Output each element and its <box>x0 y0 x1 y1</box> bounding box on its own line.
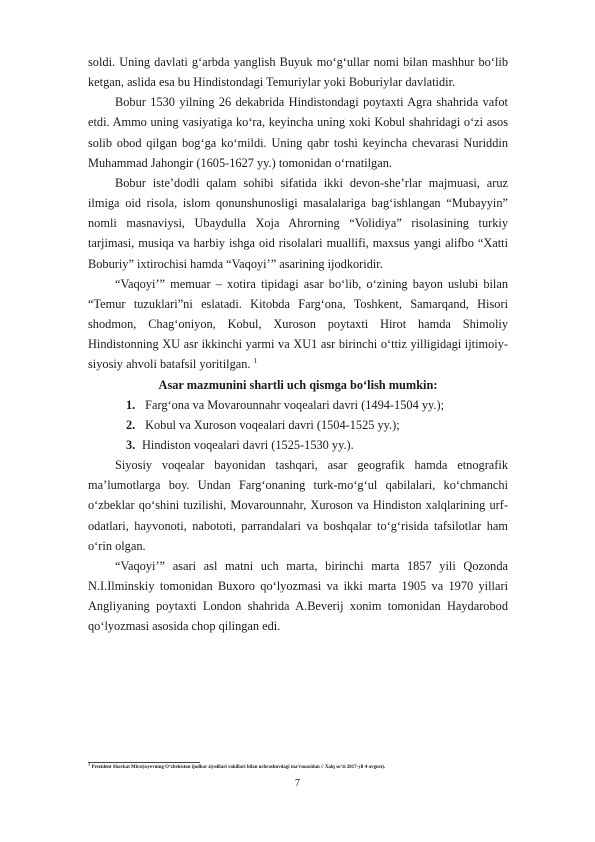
list-item-number: 1. <box>126 397 136 412</box>
footnote-text: Prezident Shavkat Mirziyoyevning O‘zbekiston ijodkor ziyolilari vakillari bilan uchrashuvdagi ma’ruzasidan // Xalq so‘zi 2017-yil 4-avgust). <box>90 765 386 770</box>
main-text <box>88 52 508 637</box>
list-item <box>88 435 508 455</box>
paragraph-5: Siyosiy voqealar bayonidan tashqari, asar geografik hamda etnografik ma’lumotlarga boy. Undan Farg‘onaning turk-mo‘g‘ul qabilalari, ko‘chmanchi o‘zbeklar qo‘shini tuzilishi, Movarounnahr, Xuroson va Hindiston xalqlarining urf-odatlari, hayvonoti, nabototi, parrandalari va boshqalar to‘g‘risida tafsilotlar ham o‘rin olgan. <box>88 458 508 553</box>
footnote <box>88 761 548 771</box>
list-item-text: Farg‘ona va Movarounnahr voqealari davri (1494-1504 yy.); <box>145 397 445 412</box>
paragraph-3: Bobur iste’dodli qalam sohibi sifatida ikki devon-she’rlar majmuasi, aruz ilmiga oid risola, islom qonunshunosligi masalalariga bag‘ishlangan “Mubayyin” nomli masnaviysi, Ubaydulla Xoja Ahrorning “Volidiya” risolasining turkiy tarjimasi, musiqa va harbiy ishga oid risolalari muallifi, maxsus yangi alifbo “Xatti Boburiy” ixtirochisi hamda “Vaqoyi’” asarining ijodkoridir. <box>88 175 508 271</box>
paragraph-4-text: “Vaqoyi’” memuar – xotira tipidagi asar bo‘lib, o‘zining bayon uslubi bilan “Temur tuzuklari”ni eslatadi. Kitobda Farg‘ona, Toshkent, Samarqand, Hisori shodmon, Chag‘oniyon, Kobul, Xuroson poytaxti Hirot hamda Shimoliy Hindistonning XU asr ikkinchi yarmi va XU1 asr birinchi o‘ttiz yilligidagi ijtimoiy-siyosiy ahvoli batafsil yoritilgan. <box>88 276 508 372</box>
list-item <box>88 415 508 435</box>
list-item-number: 3. <box>126 437 136 452</box>
footnote-reference[interactable]: 1 <box>253 356 258 366</box>
list-item-text: Kobul va Xuroson voqealari davri (1504-1525 yy.); <box>145 417 400 432</box>
footnote-mark: 1 <box>88 761 91 767</box>
list-item-number: 2. <box>126 417 136 432</box>
paragraph-6: “Vaqoyi’” asari asl matni uch marta, birinchi marta 1857 yili Qozonda N.I.Ilminskiy tomonidan Buxoro qo‘lyozmasi va ikki marta 1905 va 1970 yillari Angliyaning poytaxti London shahrida A.Beverij xonim tomonidan Haydarobod qo‘lyozmasi asosida chop qilingan edi. <box>88 558 508 634</box>
list-item-text: Hindiston voqealari davri (1525-1530 yy.). <box>142 437 354 452</box>
paragraph-2: Bobur 1530 yilning 26 dekabrida Hindistondagi poytaxti Agra shahrida vafot etdi. Ammo uning vasiyatiga ko‘ra, keyincha uning xoki Kobul shahridagi o‘zi asos solib obod qilgan bog‘ga ko‘mildi. Uning qabr toshi keyincha chevarasi Nuriddin Muhammad Jahongir (1605-1627 yy.) tomonidan o‘rnatilgan. <box>88 95 508 170</box>
page-number: 7 <box>295 778 300 789</box>
footnote-divider <box>88 762 200 763</box>
section-heading: Asar mazmunini shartli uch qismga bo‘lish mumkin: <box>158 377 438 392</box>
paragraph-1: soldi. Uning davlati g‘arbda yanglish Buyuk mo‘g‘ullar nomi bilan mashhur bo‘lib ketgan, aslida esa bu Hindistondagi Temuriylar yoki Boburiylar davlatidir. <box>88 55 508 90</box>
list-item <box>88 395 508 415</box>
paragraph-4 <box>88 274 508 375</box>
